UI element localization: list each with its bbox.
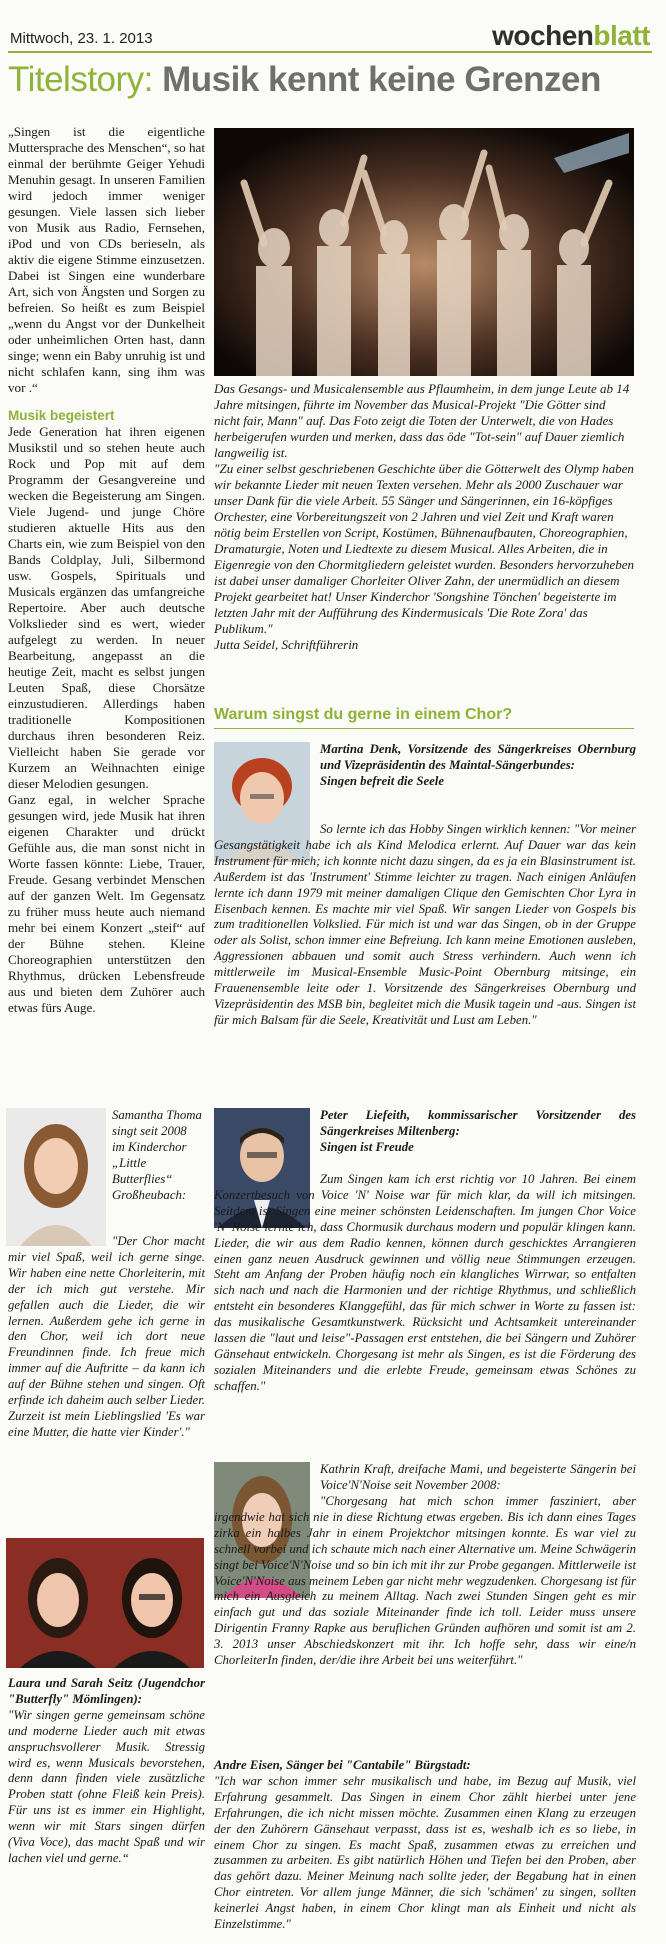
caption-paragraph-2: "Zu einer selbst geschriebenen Geschichte über die Götterwelt des Olymp haben wir bekannte Lieder mit neuen Texten versehen. Mehr als 2000 Zuschauer war unser Dank für die viele Arbeit. 55 Sänger und Sängerinnen, ein 16-köpfiges Orchester, eine Vorbereitungszeit von 2 Jahren und viel Zeit und Kraft waren nötig beim Erstellen von Script, Kostümen, Bühnenaufbauten, Choreographien, Dramaturgie, Noten und Liedtexte zu diesem Musical. Alles Arbeiten, die in Eigenregie von den Chormitgliedern geleistet wurden. Besonders hervorzuheben ist dabei unser damaliger Chorleiter Oliver Zahn, der unermüdlich an diesem Projekt gearbeitet hat! Unser Kinderchor 'Songshine Tönchen' begeisterte im letzten Jahr mit der Aufführung des Kindermusicals 'Die Rote Zora' das Publikum." [214, 461, 635, 636]
lead-subhead: Musik begeistert [8, 408, 115, 423]
lead-paragraph-1: „Singen ist die eigentliche Muttersprache des Menschen“, so hat einmal der berühmte Geiger Yehudi Menuhin gesagt. In unseren Familien wird jedoch immer weniger gesungen. Viele lassen sich lieber von Musik aus Radio, Fernsehen, iPod und von CDs berieseln, als aktiv die eigene Stimme einzusetzen. Dabei ist Singen eine wunderbare Art, sich von Ängsten und Sorgen zu befreien. So heißt es zum Beispiel „wenn du Angst vor der Dunkelheit oder unheimlichen Orten hast, dann singe; wenn ein Baby unruhig ist und nicht schlafen kann, sing ihm was vor .“ [8, 124, 205, 395]
liefeith-heading: Peter Liefeith, kommissarischer Vorsitzender des Sängerkreises Miltenberg: [320, 1108, 636, 1138]
seitz-block [8, 1676, 205, 1867]
liefeith-heading-block [320, 1108, 636, 1156]
denk-heading: Martina Denk, Vorsitzende des Sängerkreises Obernburg und Vizepräsidentin des Maintal-Sängerbundes: [320, 742, 636, 772]
title-main: Musik kennt keine Grenzen [162, 60, 601, 99]
seitz-text: "Wir singen gerne gemeinsam schöne und moderne Lieder auch mit etwas anspruchsvollerer Musik. Stressig wird es, wenn Musicals bevorstehen, denn dann finden viele zusätzliche Proben statt (ohne Fleiß kein Preis). Für uns ist es immer ein Highlight, wenn wir mit Stars singen dürfen (Viva Voce), das macht Spaß und wir lachen viel und gerne.“ [8, 1707, 205, 1865]
page-title [8, 60, 601, 100]
samantha-heading: Samantha Thoma singt seit 2008 im Kinderchor „Little Butterflies“ Großheubach: [112, 1108, 202, 1202]
brand-logo [492, 20, 650, 52]
photo-caption [214, 381, 634, 653]
caption-signature: Jutta Seidel, Schriftführerin [214, 637, 359, 652]
eisen-heading: Andre Eisen, Sänger bei "Cantabile" Bürgstadt: [214, 1758, 471, 1772]
section-title: Warum singst du gerne in einem Chor? [214, 706, 513, 723]
denk-subheading: Singen befreit die Seele [320, 773, 445, 788]
title-kicker: Titelstory: [8, 60, 153, 99]
kraft-heading: Kathrin Kraft, dreifache Mami, und begeisterte Sängerin bei Voice'N'Noise seit November 2008: [320, 1462, 636, 1492]
portrait-seitz [6, 1538, 204, 1668]
stage-photo [214, 128, 634, 376]
seitz-heading: Laura und Sarah Seitz (Jugendchor "Butterfly" Mömlingen): [8, 1676, 205, 1706]
portrait-samantha [6, 1108, 106, 1246]
eisen-block [214, 1758, 636, 1933]
kraft-text: "Chorgesang hat mich schon immer fasziniert, aber irgendwie hat sich nie in diese Richtung etwas ergeben. Bis ich dann eines Tages zirka ein halbes Jahr in einem Projektchor mitsingen konnte. Es war viel zu schnell vorbei und ich schaute mich nach einer Alternative um. Meine Schwägerin singt bei Voice'N'Noise und so bin ich mit ihr zur Probe gegangen. Mittlerweile ist Voice'N'Noise aus meinem Leben gar nicht mehr wegzudenken. Chorgesang ist für mich ein Ausgleich zu meinem Alltag. Nach zwei Stunden Singen geht es mir einfach gut und das soziale Miteinander finde ich toll. Leider muss unsere Dirigentin Franny Rapke aus beruflichen Gründen aufhören und somit ist am 2. 3. 2013 unser Abschiedskonzert mit ihr. Ich hoffe sehr, dass wir eine/n ChorleiterIn finden, der/die ihre Arbeit bei uns weiterführt." [214, 1494, 636, 1668]
eisen-text: "Ich war schon immer sehr musikalisch und habe, im Bezug auf Musik, viel Erfahrung gesammelt. Das Singen in einem Chor zählt hierbei unter jene Erfahrungen, die ich nicht missen möchte. Zusammen einen Klang zu erzeugen der den Zuhörern Gänsehaut verpasst, dass ist es, weshalb ich es so liebe, in einem Chor zu singen. Es macht Spaß, zusammen etwas zu erreichen und zusammen zu arbeiten. Es gibt natürlich Höhen und Tiefen bei den Proben, aber das gehört dazu. Meiner Meinung nach sollte jeder, der Begabung hat in einen Chor eintreten. Vor allem junge Männer, die sich 'schämen' zu singen, sollten keinerlei Angst haben, in einem Chor klingt man als Einheit und nicht als Einzelstimme." [214, 1773, 636, 1932]
brand-part-a: wochen [492, 20, 594, 51]
caption-paragraph-1: Das Gesangs- und Musicalensemble aus Pflaumheim, in dem junge Leute ab 14 Jahre mitsingen, führte im November das Musical-Projekt "Die Götter sind nicht fair, Mann" auf. Das Foto zeigt die Toten der Unterwelt, die von Hades herbeigerufen wurden und merken, dass das öde "Tot-sein" auf Dauer ziemlich langweilig ist. [214, 381, 630, 460]
lead-paragraph-3: Ganz egal, in welcher Sprache gesungen wird, jede Musik hat ihren eigenen Charakter und drückt Gefühle aus, die man sonst nicht in Worte fassen könnte: Liebe, Trauer, Freude. Gesang verbindet Menschen auf der ganzen Welt. Im Gegensatz zu früher muss heute auch niemand mehr bei einem Konzert „steif“ auf der Bühne stehen. Kleine Choreographien unterstützen den Rhythmus, drücken Lebensfreude aus und bieten dem Zuhörer auch etwas fürs Auge. [8, 792, 205, 1015]
issue-date: Mittwoch, 23. 1. 2013 [10, 30, 153, 47]
lead-column [8, 124, 205, 1016]
liefeith-text: Zum Singen kam ich erst richtig vor 10 Jahren. Bei einem Konzertbesuch von Voice 'N' Noise war für mich klar, da will ich mitsingen. Seitdem ist Singen eine meiner schönsten Leidenschaften. Im jungen Chor Voice 'N' Noise lernte ich, dass Chormusik durchaus modern und populär klingen kann. Lieder, die wir aus dem Radio kennen, können durch geschicktes Arrangieren einen ganz neuen Ausdruck gewinnen und völlig neue Stimmungen erzeugen. Steht am Anfang der Proben häufig noch ein klangliches Wirrwar, so entfalten sich nach und nach die Harmonien und der richtige Rhythmus, und schließlich entsteht ein besonderes Klanggefühl, das für mich schwer in Worte zu fassen ist: das musikalische Gesamtkunstwerk. Rücksicht und Achtsamkeit untereinander lassen die "laut und leise"-Passagen erst entstehen, die bei Sängern und Zuhörer Gänsehaut entwickeln. Chorgesang ist mehr als Singen, es ist die Förderung des sozialen Miteinanders und die erlebte Freude, gemeinsam etwas Schönes zu schaffen." [214, 1172, 636, 1393]
denk-text: So lernte ich das Hobby Singen wirklich kennen: "Vor meiner Gesangstätigkeit habe ich als Kind Melodica erlernt. Auf Dauer war das kein Instrument für mich; ich konnte nicht dazu singen, da es ja ein Blasinstrument ist. Außerdem ist das 'Instrument' Stimme leichter zu tragen. Nach einigen Anläufen lernte ich dann 1979 mit meiner damaligen Clique den Gemischten Chor Lyra in Eisenbach kennen. Es machte mir viel Spaß. Wir sangen Lieder von Gospels bis zum traditionellen Volkslied. Für mich ist und war das Singen, ob in der Gruppe oder als Solist, schon immer eine Befreiung. Ich kann meine Emotionen ausleben, Aggressionen abbauen und somit auch Stress verhindern. Auch wenn ich mittlerweile im Musical-Ensemble Music-Point Obernburg mitsinge, ein Frauenensemble leite oder 1. Vorsitzende des Sängerkreises Obernburg und Vizepräsidentin des MSB bin, begleitet mich die Musik tagein und -aus. Singen ist für mich Balsam für die Seele, Kreativität und Lust am Leben." [214, 822, 636, 1027]
denk-heading-block [320, 742, 636, 790]
samantha-text: "Der Chor macht mir viel Spaß, weil ich gerne singe. Wir haben eine nette Chorleiterin, mit der ich mich gut verstehe. Mir gefallen auch die Lieder, die wir lernen. Außerdem gehe ich gerne in den Chor, weil ich dort neue Freundinnen finde. Ich freue mich immer auf die Auftritte – da kann ich auf der Bühne stehen und singen. Oft erfinde ich daheim auch selber Lieder. Zurzeit ist mein Lieblingslied 'Es war eine Mutter, die hatte vier Kinder'." [8, 1234, 205, 1439]
lead-paragraph-2: Jede Generation hat ihren eigenen Musikstil und so stehen heute auch Rock und Pop mit auf dem Programm der Gesangvereine und wecken die Begeisterung am Singen. Viele Jugend- und junge Chöre studieren aktuelle Hits aus den Charts ein, wie zum Beispiel von den Bands Coldplay, Juli, Silbermond usw. Gospels, Spirituals und Musicals ergänzen das umfangreiche Repertoire. Aber auch deutsche Volkslieder sind es wert, wieder aufgelegt zu werden. In neuer Bearbeitung, angepasst an die heutige Zeit, macht es selbst jungen Leuten Spaß, diese Chorsätze einzustudieren. Allerdings haben traditionelle Kompositionen durchaus ihren besonderen Reiz. Vielleicht haben Sie gerade vor Kurzem an Weihnachten einige dieser Melodien gesungen. [8, 424, 205, 791]
liefeith-subheading: Singen ist Freude [320, 1139, 414, 1154]
header-rule [8, 51, 652, 53]
brand-part-b: blatt [593, 20, 650, 51]
section-rule [214, 728, 634, 729]
